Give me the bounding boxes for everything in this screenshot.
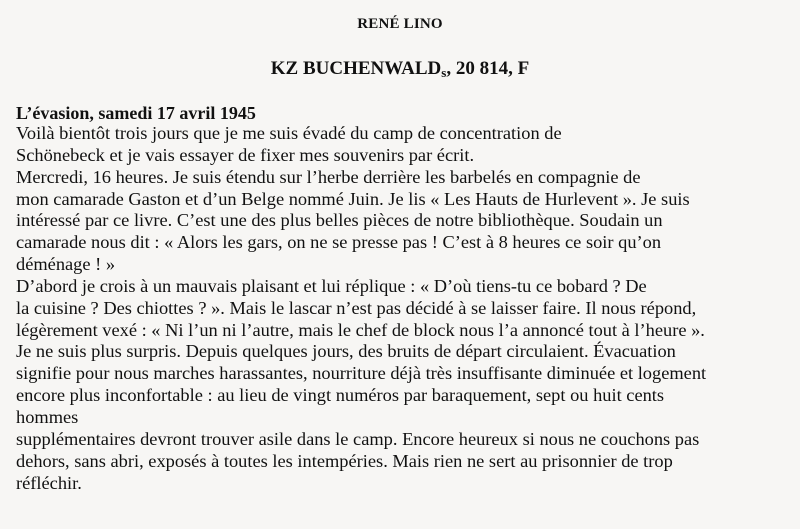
text-line: mon camarade Gaston et d’un Belge nommé Juin. Je lis « Les Hauts de Hurlevent ». Je suis — [16, 188, 690, 209]
text-line: intéressé par ce livre. C’est une des plus belles pièces de notre bibliothèque. Soudain un — [16, 210, 663, 231]
author-name: RENÉ LINO — [357, 16, 443, 32]
chapter-heading: L’évasion, samedi 17 avril 1945 — [16, 103, 256, 123]
text-line: légèrement vexé : « Ni l’un ni l’autre, mais le chef de block nous l’a annoncé tout à l’heure ». — [16, 319, 705, 340]
text-line: Schönebeck et je vais essayer de fixer mes souvenirs par écrit. — [16, 144, 475, 165]
text-line: encore plus inconfortable : au lieu de vingt numéros par baraquement, sept ou huit cents — [16, 385, 665, 406]
book-title-main: KZ BUCHENWALD — [270, 58, 442, 79]
text-line: supplémentaires devront trouver asile dans le camp. Encore heureux si nous ne couchons pas — [16, 428, 700, 449]
book-title-rest: , 20 814, F — [446, 58, 530, 79]
text-line: Mercredi, 16 heures. Je suis étendu sur l’herbe derrière les barbelés en compagnie de — [16, 166, 641, 187]
book-title-subscript: s — [441, 65, 447, 80]
text-line: Je ne suis plus surpris. Depuis quelques jours, des bruits de départ circulaient. Évacuation — [16, 341, 676, 362]
text-line: réfléchir. — [16, 472, 82, 493]
text-line: camarade nous dit : « Alors les gars, on ne se presse pas ! C’est à 8 heures ce soir qu’on — [16, 232, 662, 253]
text-line: déménage ! » — [16, 254, 116, 275]
text-line: dehors, sans abri, exposés à toutes les intempéries. Mais rien ne sert au prisonnier de trop — [16, 450, 673, 471]
text-line: la cuisine ? Des chiottes ? ». Mais le lascar n’est pas décidé à se laisser faire. Il nous répond, — [16, 297, 697, 318]
body-text — [16, 123, 796, 494]
text-line: hommes — [16, 406, 79, 427]
text-line: Voilà bientôt trois jours que je me suis évadé du camp de concentration de — [16, 123, 562, 143]
text-line: signifie pour nous marches harassantes, nourriture déjà très insuffisante diminuée et logement — [16, 363, 707, 384]
text-line: D’abord je crois à un mauvais plaisant et lui réplique : « D’où tiens-tu ce bobard ? De — [16, 275, 647, 296]
book-title — [0, 58, 800, 80]
